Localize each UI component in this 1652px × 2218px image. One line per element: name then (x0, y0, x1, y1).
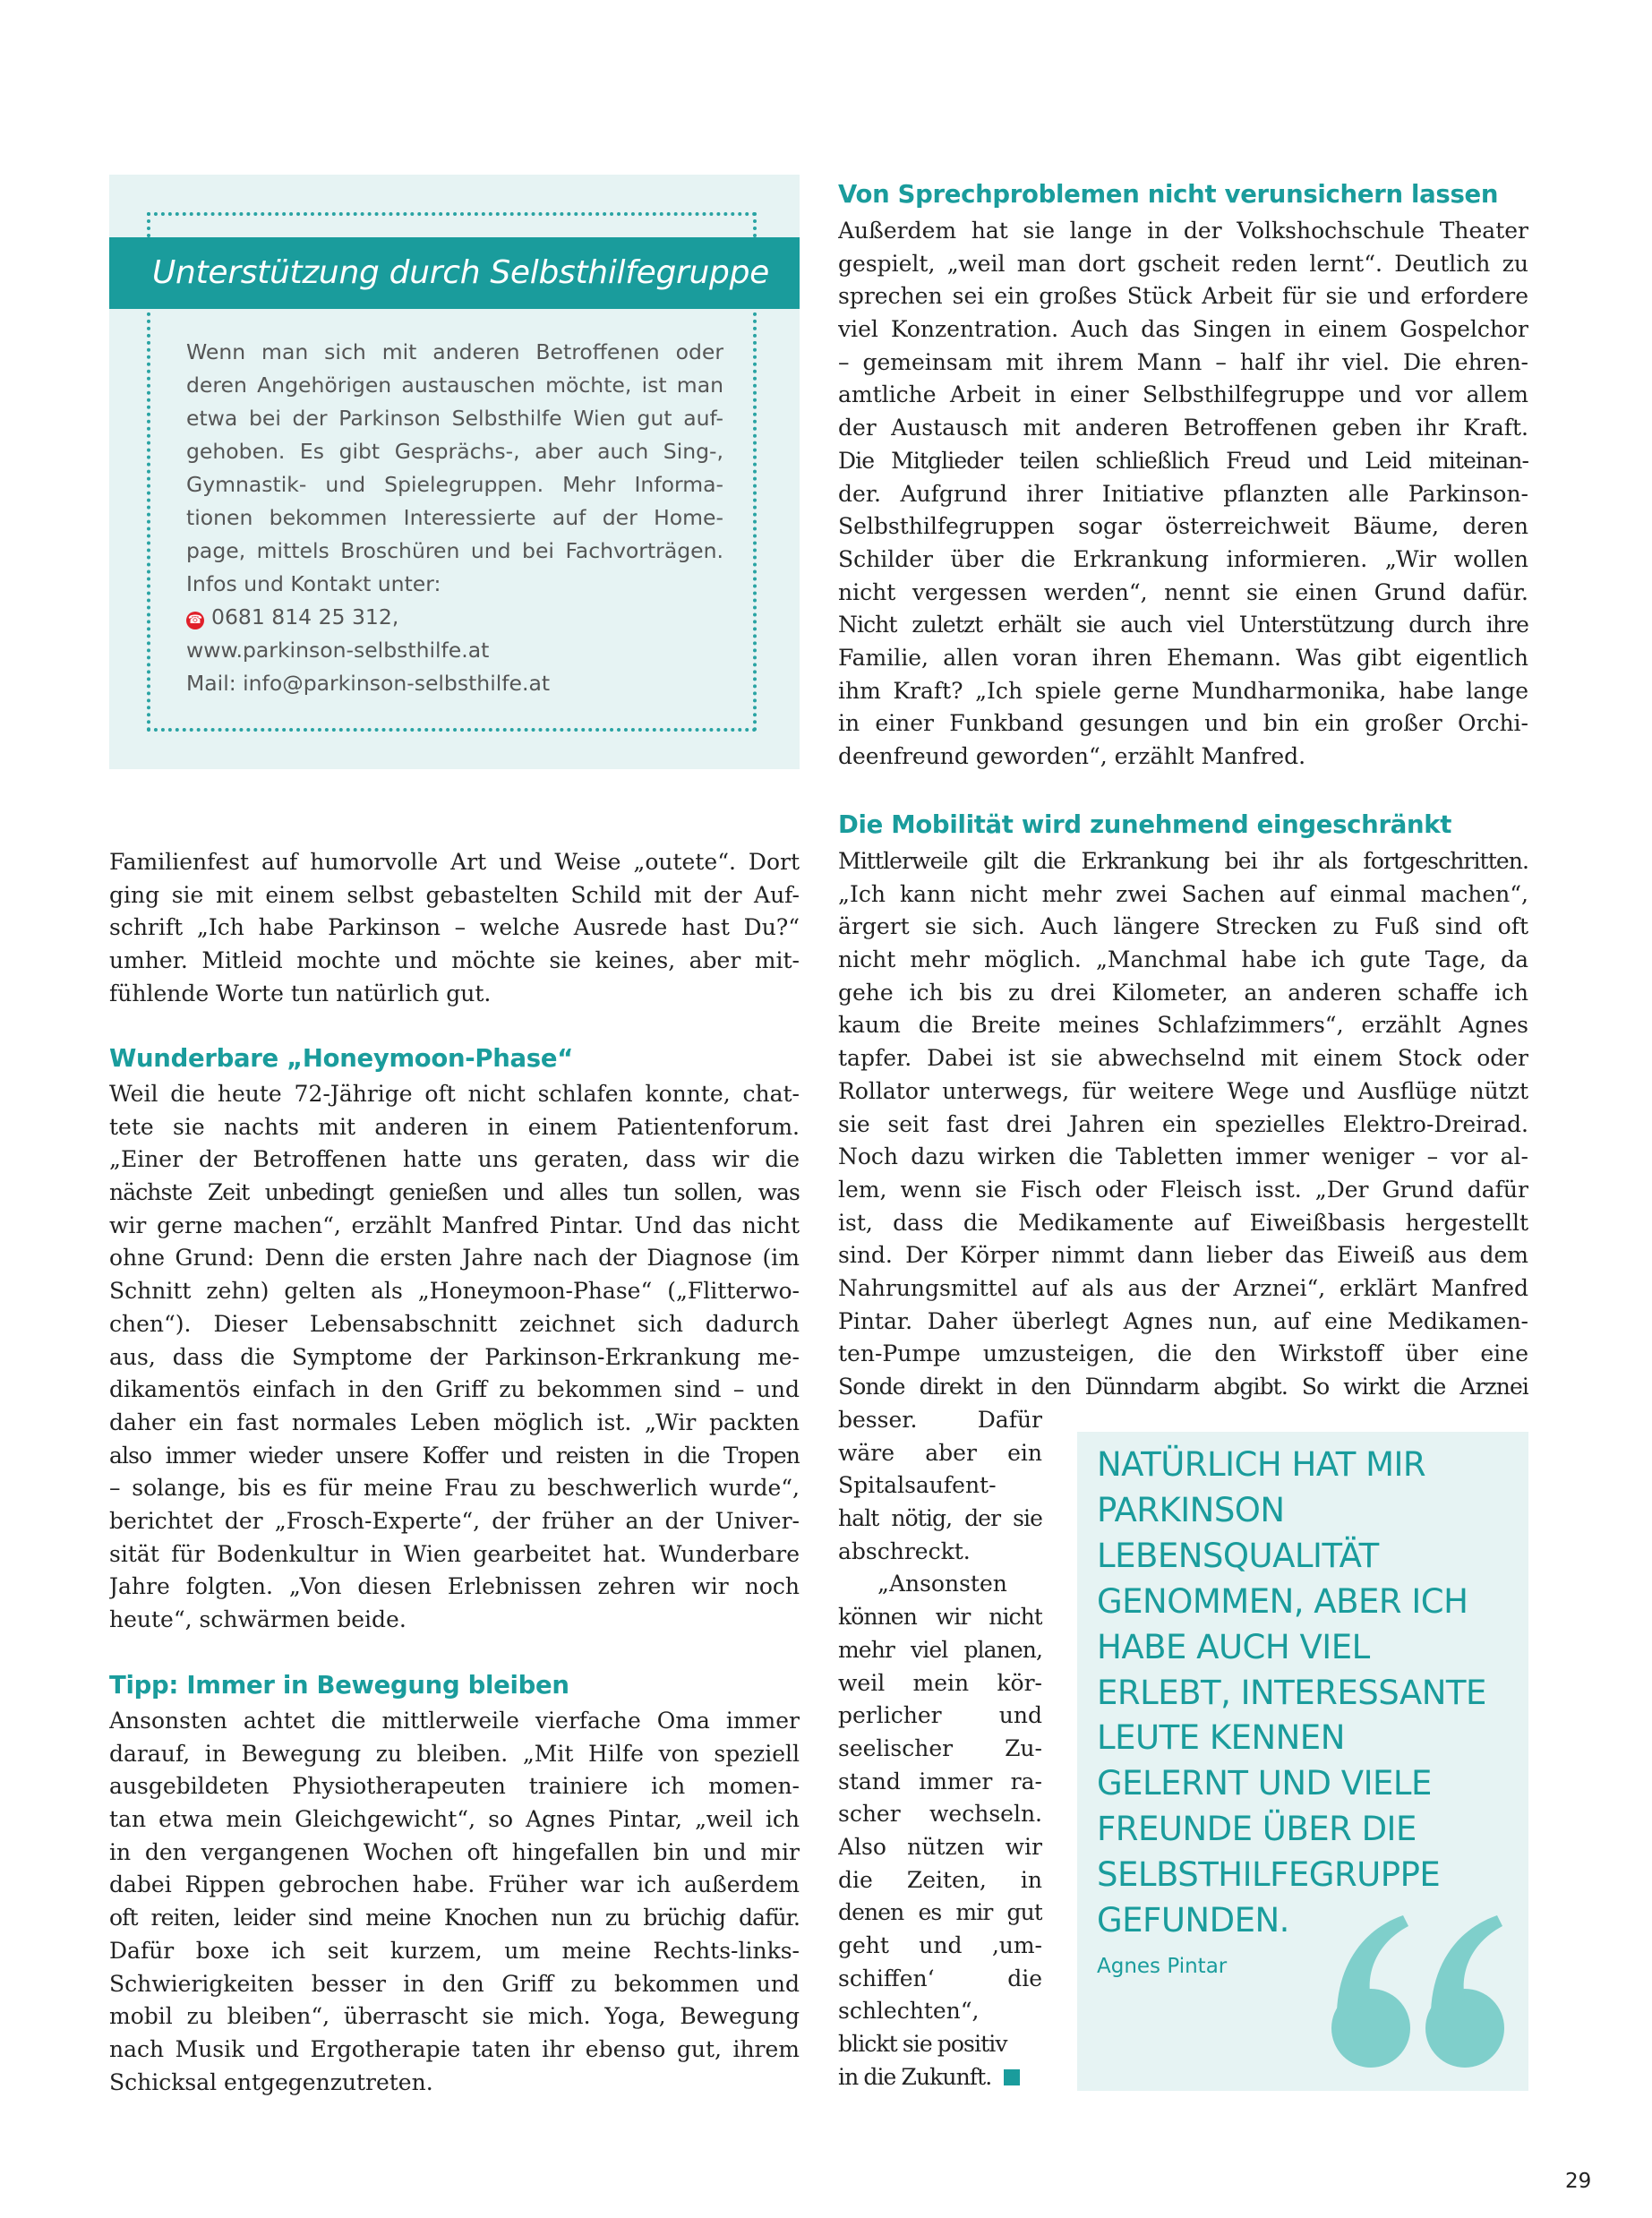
end-of-article-square-icon (1004, 2069, 1020, 2085)
text-line: Pintar. Daher überlegt Agnes nun, auf eine Medikamen- (838, 1307, 1528, 1334)
text-line: Nicht zuletzt erhält sie auch viel Unterstützung durch ihre (838, 612, 1528, 638)
info-line: etwa bei der Parkinson Selbsthilfe Wien gut auf- (186, 406, 723, 431)
text-line: abschreckt. (838, 1537, 971, 1564)
text-line: amtliche Arbeit in einer Selbsthilfegruppe und vor allem (838, 381, 1528, 408)
heading-honeymoon: Wunderbare „Honeymoon-Phase“ (109, 1044, 573, 1073)
text-line: perlicher und (838, 1702, 1042, 1729)
quote-line: GEFUNDEN. (1097, 1901, 1289, 1940)
text-line: nächste Zeit unbedingt genießen und alles tun sollen, was (109, 1179, 800, 1206)
info-line: deren Angehörigen austauschen möchte, ist man (186, 373, 723, 398)
left-section-2 (109, 1705, 800, 2099)
quote-line: GENOMMEN, ABER ICH (1097, 1581, 1468, 1621)
website-link[interactable]: www.parkinson-selbsthilfe.at (186, 638, 490, 663)
text-line: fühlende Worte tun natürlich gut. (109, 980, 492, 1006)
right-narrow-column (838, 1404, 1042, 2094)
text-line: lem, wenn sie Fisch oder Fleisch isst. „Der Grund dafür (838, 1176, 1528, 1203)
text-line: ist, dass die Medikamente auf Eiweißbasis hergestellt (838, 1209, 1528, 1236)
text-line: Schicksal entgegenzutreten. (109, 2068, 433, 2095)
text-line: darauf, in Bewegung zu bleiben. „Mit Hilfe von speziell (109, 1740, 800, 1767)
text-line: – gemeinsam mit ihrem Mann – half ihr viel. Die ehren- (838, 348, 1528, 375)
phone-icon: ☎ (186, 612, 204, 629)
quote-line: HABE AUCH VIEL (1097, 1627, 1370, 1666)
text-line: in die Zukunft. (838, 2063, 992, 2090)
text-line: daher ein fast normales Leben möglich ist. „Wir packten (109, 1409, 800, 1435)
text-line: Spitalsaufent- (838, 1472, 997, 1499)
text-line: nicht mehr möglich. „Manchmal habe ich gute Tage, da (838, 946, 1528, 973)
text-line: der. Aufgrund ihrer Initiative pflanzten alle Parkinson- (838, 480, 1528, 507)
text-line: aus, dass die Symptome der Parkinson-Erkrankung me- (109, 1343, 800, 1370)
text-line: „Einer der Betroffenen hatte uns geraten, dass wir die (109, 1146, 800, 1173)
text-line: Familie, allen voran ihren Ehemann. Was gibt eigentlich (838, 644, 1528, 671)
text-line: seelischer Zu- (838, 1734, 1042, 1761)
text-line: viel Konzentration. Auch das Singen in einem Gospelchor (838, 316, 1528, 343)
quote-line: PARKINSON (1097, 1490, 1285, 1529)
left-intro (109, 846, 800, 1010)
heading-mobilitaet: Die Mobilität wird zunehmend eingeschränkt (838, 810, 1452, 839)
text-line: ärgert sie sich. Auch längere Strecken zu Fuß sind oft (838, 913, 1528, 940)
text-line: Die Mitglieder teilen schließlich Freud und Leid miteinan- (838, 447, 1528, 474)
text-line: dabei Rippen gebrochen habe. Früher war ich außerdem (109, 1871, 800, 1898)
quote-line: FREUNDE ÜBER DIE (1097, 1810, 1417, 1849)
text-line: wir gerne machen“, erzählt Manfred Pintar. Und das nicht (109, 1212, 800, 1238)
text-line: gespielt, „weil man dort gscheit reden lernt“. Deutlich zu (838, 250, 1528, 277)
text-line: heute“, schwärmen beide. (109, 1606, 407, 1632)
text-line: mobil zu bleiben“, überrascht sie mich. Yoga, Bewegung (109, 2003, 800, 2030)
quote-mark-icon (1326, 1914, 1514, 2075)
info-line: page, mittels Broschüren und bei Fachvorträgen. (186, 538, 723, 563)
text-line: der Austausch mit anderen Betroffenen geben ihr Kraft. (838, 415, 1528, 441)
text-line: sie seit fast drei Jahren ein spezielles Elektro-Dreirad. (838, 1110, 1528, 1137)
text-line: Jahre folgten. „Von diesen Erlebnissen zehren wir noch (109, 1573, 800, 1600)
text-line: Weil die heute 72-Jährige oft nicht schlafen konnte, chat- (109, 1081, 800, 1107)
text-line: Schnitt zehn) gelten als „Honeymoon-Phase“ („Flitterwo- (109, 1278, 800, 1305)
info-line: Infos und Kontakt unter: (186, 571, 441, 596)
text-line: nicht vergessen werden“, nennt sie einen Grund dafür. (838, 578, 1528, 605)
text-line: schrift „Ich habe Parkinson – welche Ausrede hast Du?“ (109, 914, 800, 941)
text-line: also immer wieder unsere Koffer und reisten in die Tropen (109, 1442, 800, 1469)
text-line: Noch dazu wirken die Tabletten immer weniger – vor al- (838, 1143, 1528, 1170)
quote-line: SELBSTHILFEGRUPPE (1097, 1855, 1441, 1895)
text-line-last (838, 2061, 1042, 2094)
text-line: ihm Kraft? „Ich spiele gerne Mundharmonika, habe lange (838, 677, 1528, 704)
left-section-1 (109, 1078, 800, 1637)
text-line: berichtet der „Frosch-Experte“, der früher an der Univer- (109, 1507, 800, 1534)
text-line: stand immer ra- (838, 1768, 1042, 1794)
text-line: tapfer. Dabei ist sie abwechselnd mit einem Stock oder (838, 1045, 1528, 1072)
info-line: Gymnastik- und Spielegruppen. Mehr Informa- (186, 472, 723, 497)
text-line: kaum die Breite meines Schlafzimmers“, erzählt Agnes (838, 1012, 1528, 1039)
text-line: halt nötig, der sie (838, 1505, 1042, 1532)
info-box-text (186, 336, 723, 700)
text-line: Mittlerweile gilt die Erkrankung bei ihr als fortgeschritten. (838, 848, 1528, 874)
text-line: in einer Funkband gesungen und bin ein großer Orchi- (838, 710, 1528, 737)
info-line: tionen bekommen Interessierte auf der Home- (186, 505, 723, 530)
text-line: Sonde direkt in den Dünndarm abgibt. So wirkt die Arznei (838, 1374, 1528, 1400)
text-line: mehr viel planen, (838, 1636, 1042, 1663)
text-line: sind. Der Körper nimmt dann lieber das Eiweiß aus dem (838, 1242, 1528, 1269)
info-line: Wenn man sich mit anderen Betroffenen oder (186, 339, 723, 364)
text-line: dikamentös einfach in den Griff zu bekommen sind – und (109, 1376, 800, 1403)
quote-line: GELERNT UND VIELE (1097, 1764, 1432, 1803)
page-number: 29 (1565, 2170, 1592, 2193)
pull-quote-text (1097, 1443, 1518, 1944)
phone-number[interactable]: 0681 814 25 312, (211, 604, 399, 629)
quote-line: LEUTE KENNEN (1097, 1718, 1345, 1758)
text-line: – solange, bis es für meine Frau zu beschwerlich wurde“, (109, 1475, 800, 1502)
text-line: umher. Mitleid mochte und möchte sie keines, aber mit- (109, 947, 800, 974)
text-line: die Zeiten, in (838, 1866, 1042, 1893)
pull-quote-box (1077, 1432, 1528, 2091)
text-line: ohne Grund: Denn die ersten Jahre nach der Diagnose (im (109, 1245, 800, 1272)
text-line: chen“). Dieser Lebensabschnitt zeichnet sich dadurch (109, 1310, 800, 1337)
text-line: sprechen sei ein großes Stück Arbeit für sie und erfordere (838, 283, 1528, 310)
text-line: Ansonsten achtet die mittlerweile vierfache Oma immer (109, 1708, 800, 1734)
phone-line (186, 601, 723, 634)
text-line: nach Musik und Ergotherapie taten ihr ebenso gut, ihrem (109, 2035, 800, 2062)
quote-author: Agnes Pintar (1097, 1955, 1228, 1978)
text-line: können wir nicht (838, 1604, 1042, 1631)
right-section-1 (838, 215, 1528, 774)
text-line: schlechten“, (838, 1998, 980, 2025)
mail-link[interactable]: Mail: info@parkinson-selbsthilfe.at (186, 671, 551, 696)
text-line: Rollator unterwegs, für weitere Wege und Ausflüge nützt (838, 1077, 1528, 1104)
text-line: ging sie mit einem selbst gebastelten Schild mit der Auf- (109, 881, 800, 908)
text-line: sität für Bodenkultur in Wien gearbeitet hat. Wunderbare (109, 1540, 800, 1567)
quote-line: LEBENSQUALITÄT (1097, 1536, 1379, 1575)
text-line: Dafür boxe ich seit kurzem, um meine Rechts-links- (109, 1937, 800, 1964)
text-line: in den vergangenen Wochen oft hingefallen bin und mir (109, 1838, 800, 1865)
text-line: tete sie nachts mit anderen in einem Patientenforum. (109, 1113, 800, 1140)
text-line: besser. Dafür (838, 1407, 1042, 1433)
text-line: blickt sie positiv (838, 2031, 1007, 2058)
text-line: oft reiten, leider sind meine Knochen nun zu brüchig dafür. (109, 1905, 800, 1931)
info-box (109, 175, 800, 769)
text-line: schiffen‘ die (838, 1965, 1042, 1991)
heading-tipp: Tipp: Immer in Bewegung bleiben (109, 1671, 569, 1700)
text-line: Selbsthilfegruppen sogar österreichweit Bäume, deren (838, 513, 1528, 540)
text-line: tan etwa mein Gleichgewicht“, so Agnes Pintar, „weil ich (109, 1806, 800, 1833)
text-line: Also nützen wir (838, 1833, 1042, 1860)
right-section-2 (838, 845, 1528, 1404)
text-line: ten-Pumpe umzusteigen, die den Wirkstoff über eine (838, 1340, 1528, 1367)
text-line: weil mein kör- (838, 1669, 1042, 1696)
text-line: scher wechseln. (838, 1801, 1042, 1828)
text-line: ausgebildeten Physiotherapeuten trainiere ich momen- (109, 1773, 800, 1800)
text-line: Nahrungsmittel auf als aus der Arznei“, erklärt Manfred (838, 1274, 1528, 1301)
text-line: wäre aber ein (838, 1439, 1042, 1466)
text-line: gehe ich bis zu drei Kilometer, an anderen schaffe ich (838, 979, 1528, 1006)
quote-line: ERLEBT, INTERESSANTE (1097, 1673, 1486, 1712)
text-line: Schilder über die Erkrankung informieren. „Wir wollen (838, 545, 1528, 572)
heading-sprechprobleme: Von Sprechproblemen nicht verunsichern lassen (838, 180, 1499, 209)
quote-line: NATÜRLICH HAT MIR (1097, 1445, 1426, 1484)
text-line: geht und ‚um- (838, 1932, 1042, 1958)
text-line: „Ich kann nicht mehr zwei Sachen auf einmal machen“, (838, 880, 1528, 907)
info-box-title: Unterstützung durch Selbsthilfegruppe (152, 254, 769, 291)
info-box-title-bar (109, 237, 800, 309)
text-line: „Ansonsten (877, 1571, 1007, 1597)
text-line: deenfreund geworden“, erzählt Manfred. (838, 743, 1306, 769)
text-line: denen es mir gut (838, 1899, 1042, 1926)
info-line: gehoben. Es gibt Gesprächs-, aber auch Sing-, (186, 439, 723, 464)
text-line: Außerdem hat sie lange in der Volkshochschule Theater (838, 218, 1528, 244)
text-line: Schwierigkeiten besser in den Griff zu bekommen und (109, 1970, 800, 1997)
text-line: Familienfest auf humorvolle Art und Weise „outete“. Dort (109, 849, 800, 875)
